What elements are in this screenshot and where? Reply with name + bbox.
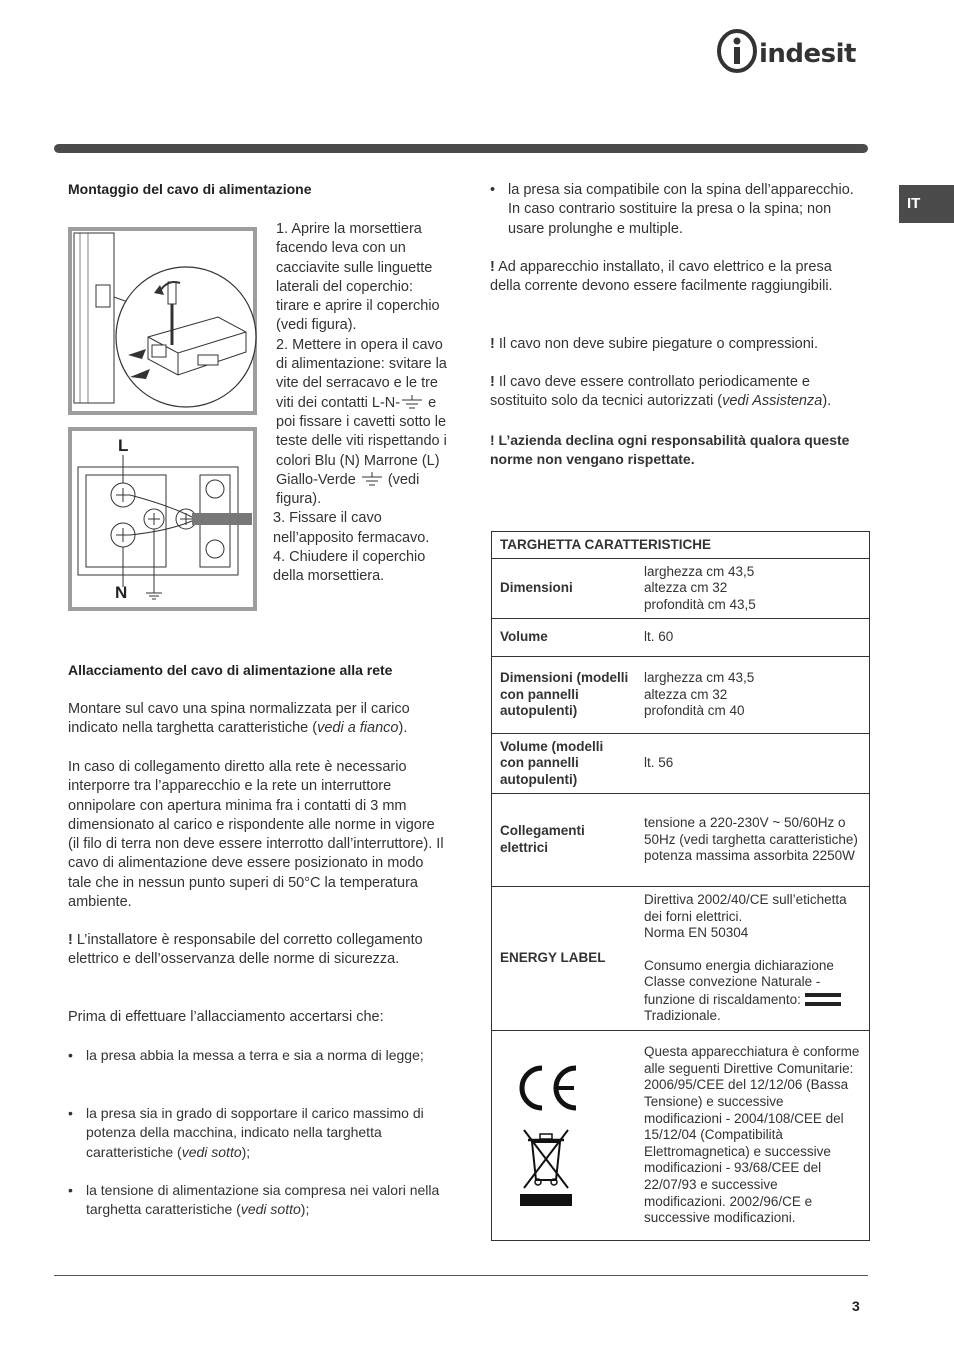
footer-rule bbox=[54, 1275, 868, 1276]
ground-icon bbox=[400, 395, 424, 409]
step-4: 4. Chiudere il coperchio della morsettiera. bbox=[273, 549, 426, 585]
step-1: 1. Aprire la morsettiera facendo leva con un cacciavite sulle linguette laterali del coperchio: tirare e aprire il coperchio (vedi figura). bbox=[276, 221, 440, 334]
electrical-value: tensione a 220-230V ~ 50/60Hz o 50Hz (vedi targhetta caratteristiche) potenza massima assorbita 2250W bbox=[638, 794, 870, 887]
dims2-value: larghezza cm 43,5 altezza cm 32 profondità cm 40 bbox=[638, 657, 870, 734]
para-before-connecting: Prima di effettuare l’allacciamento accertarsi che: bbox=[68, 1009, 384, 1025]
warning-installer: ! L’installatore è responsabile del corretto collegamento elettrico e dell’osservanza delle norme di sicurezza. bbox=[68, 932, 423, 968]
heading-cable-mounting: Montaggio del cavo di alimentazione bbox=[68, 181, 312, 197]
dims2-label: Dimensioni (modelli con pannelli autopulenti) bbox=[492, 657, 639, 734]
step-3: 3. Fissare il cavo nell’apposito fermacavo. bbox=[273, 510, 430, 546]
marks-cell bbox=[492, 1031, 639, 1241]
header-rule bbox=[54, 144, 868, 153]
bullet-load: • la presa sia in grado di sopportare il carico massimo di potenza della macchina, indicato nella targhetta caratteristiche (vedi sotto); bbox=[68, 1105, 424, 1160]
specs-table bbox=[491, 531, 870, 1241]
warning-accessible: ! Ad apparecchio installato, il cavo elettrico e la presa della corrente devono essere facilmente raggiungibili. bbox=[490, 259, 833, 295]
volume2-label: Volume (modelli con pannelli autopulenti) bbox=[492, 734, 639, 794]
weee-bin-icon bbox=[520, 1130, 572, 1206]
dims-value: larghezza cm 43,5 altezza cm 32 profondità cm 43,5 bbox=[638, 559, 870, 619]
step-2: 2. Mettere in opera il cavo di alimentazione: svitare la vite del serracavo e le tre viti dei contatti L-N- e poi fissare i cavetti sotto le teste delle viti rispettando i colori Blu (N) Marrone (L) Giallo-Verde (vedi figura). bbox=[276, 336, 447, 508]
ce-mark-icon bbox=[522, 1068, 576, 1108]
warning-liability: ! L’azienda declina ogni responsabilità qualora queste norme non vengano rispettate. bbox=[490, 432, 850, 468]
ce-weee-marks bbox=[512, 1058, 582, 1208]
warning-inspection: ! Il cavo deve essere controllato periodicamente e sostituito solo da tecnici autorizzati (vedi Assistenza). bbox=[490, 374, 832, 410]
energy-label: ENERGY LABEL bbox=[492, 887, 639, 1031]
fig-label-L: L bbox=[118, 436, 129, 455]
heading-mains-connection: Allacciamento del cavo di alimentazione alla rete bbox=[68, 662, 393, 678]
mounting-steps bbox=[273, 220, 447, 587]
energy-class-mark-icon bbox=[805, 991, 841, 1007]
brand-wordmark: indesit bbox=[759, 39, 856, 69]
language-tab: IT bbox=[899, 185, 954, 223]
warning-no-bending: ! Il cavo non deve subire piegature o compressioni. bbox=[490, 336, 819, 352]
electrical-label: Collegamenti elettrici bbox=[492, 794, 639, 887]
energy-value: Direttiva 2002/40/CE sull’etichetta dei forni elettrici. Norma EN 50304 Consumo energia dichiarazione Classe convezione Naturale - funzione di riscaldamento: Tradizionale. bbox=[638, 887, 870, 1031]
indesit-logo bbox=[716, 28, 872, 74]
fig-label-N: N bbox=[115, 583, 128, 602]
para-plug: Montare sul cavo una spina normalizzata per il carico indicato nella targhetta caratteristiche (vedi a fianco). bbox=[68, 701, 410, 737]
terminal-wiring-figure bbox=[68, 427, 257, 611]
para-direct-connection: In caso di collegamento diretto alla rete è necessario interporre tra l’apparecchio e la rete un interruttore onnipolare con apertura minima fra i contatti di 3 mm dimensionato al carico e rispondente alle norme in vigore (il filo di terra non deve essere interrotto dall’interruttore). Il cavo di alimentazione deve essere posizionato in modo tale che in nessun punto superi di 50°C la temperatura ambiente. bbox=[68, 759, 444, 911]
ce-directives-text: Questa apparecchiatura è conforme alle seguenti Direttive Comunitarie: 2006/95/CEE del 12/12/06 (Bassa Tensione) e successive modificazioni - 2004/108/CEE del 15/12/04 (Compatibilità Elettromagnetica) e successive modificazioni - 93/68/CEE del 22/07/93 e successive modificazioni. 2002/96/CE e successive modificazioni. bbox=[638, 1031, 870, 1241]
specs-title: TARGHETTA CARATTERISTICHE bbox=[492, 532, 870, 559]
bullet-earthing: • la presa abbia la messa a terra e sia a norma di legge; bbox=[68, 1047, 424, 1063]
volume-value: lt. 60 bbox=[638, 619, 870, 657]
page-number: 3 bbox=[852, 1298, 860, 1314]
ground-icon bbox=[360, 472, 384, 486]
bullet-plug-compatible: • la presa sia compatibile con la spina dell’apparecchio. In caso contrario sostituire la presa o la spina; non usare prolunghe e multiple. bbox=[490, 182, 854, 237]
volume-label: Volume bbox=[492, 619, 639, 657]
volume2-value: lt. 56 bbox=[638, 734, 870, 794]
terminal-opening-figure bbox=[68, 227, 257, 415]
bullet-voltage: • la tensione di alimentazione sia compresa nei valori nella targhetta caratteristiche (vedi sotto); bbox=[68, 1182, 440, 1218]
dims-label: Dimensioni bbox=[492, 559, 639, 619]
